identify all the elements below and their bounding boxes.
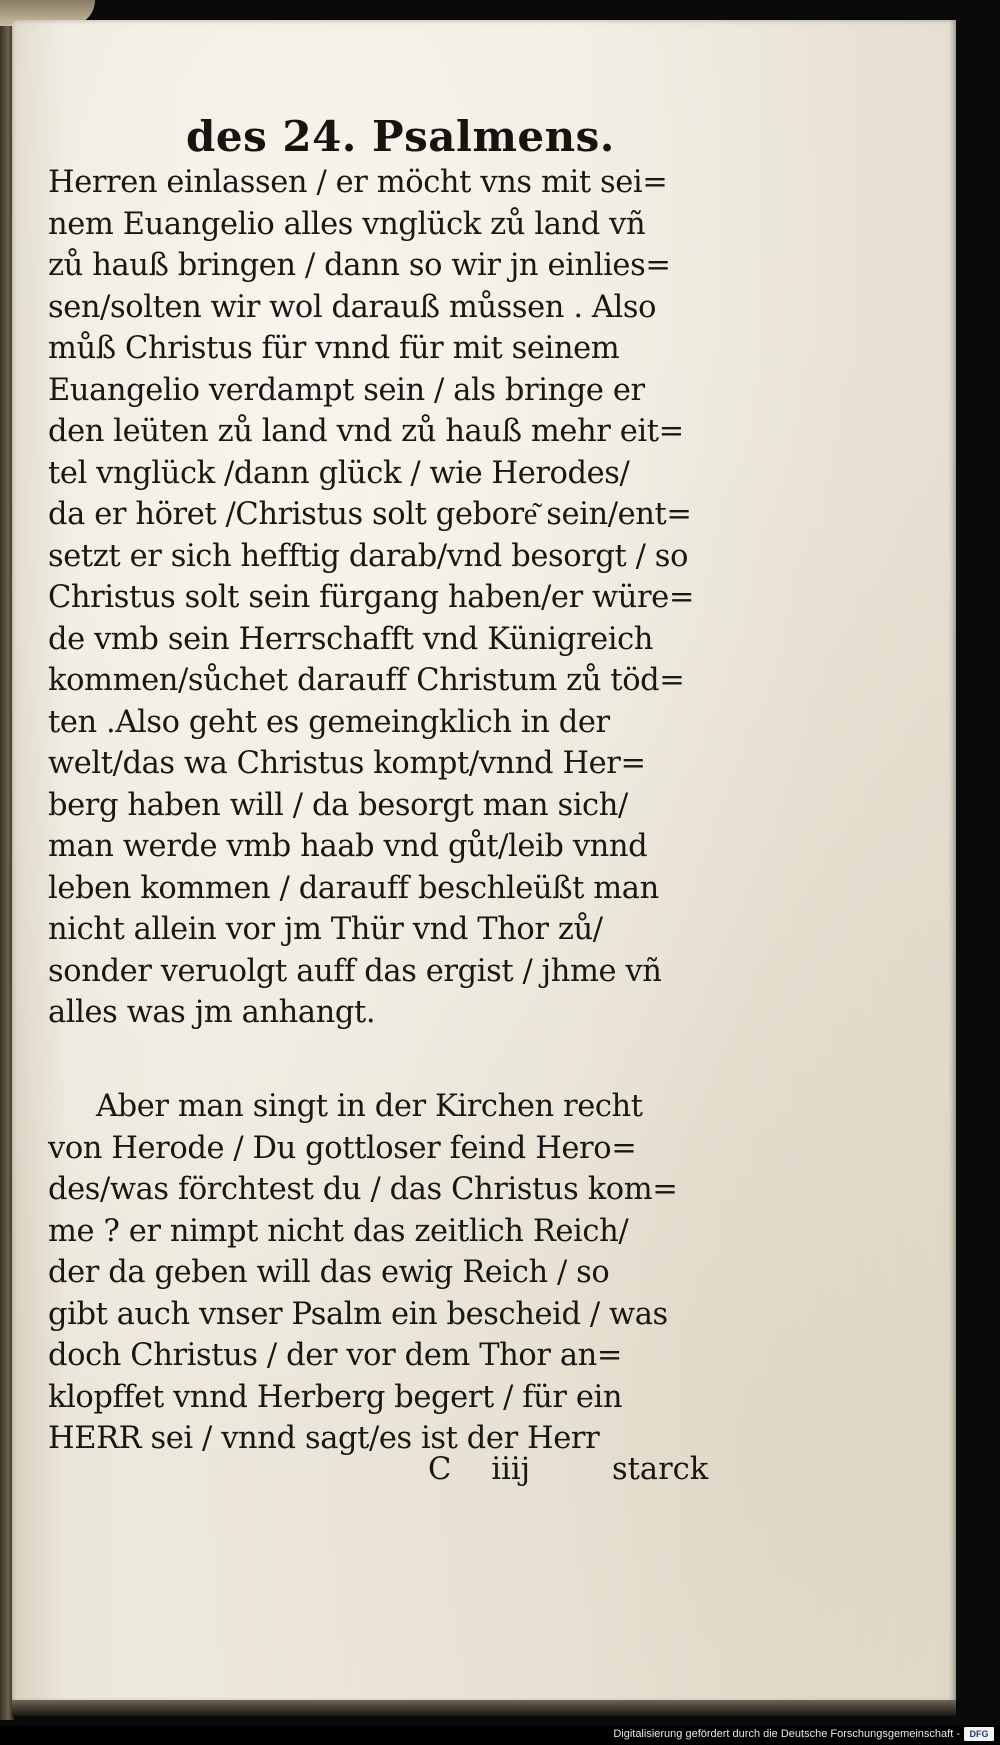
paragraph-1 [48, 162, 698, 1034]
text-line: von Herode / Du gottloser feind Hero= [48, 1130, 637, 1166]
page-bottom-shadow [12, 1700, 956, 1716]
paragraph-2 [48, 1086, 708, 1460]
text-line: HERR sei / vnnd sagt/es ist der Herr [48, 1421, 600, 1456]
text-line: setzt er sich hefftig darab/vnd besorgt / so [48, 538, 689, 574]
text-line: berg haben will / da besorgt man sich/ [48, 787, 628, 823]
text-line: den leüten zů land vnd zů hauß mehr eit= [48, 414, 684, 449]
text-line: Christus solt sein fürgang haben/er würe= [48, 580, 694, 615]
dfg-logo: DFG [964, 1727, 994, 1741]
text-line: nem Euangelio alles vnglück zů land vñ [48, 206, 646, 242]
running-head: des 24. Psalmens. [186, 112, 615, 161]
text-line: gibt auch vnser Psalm ein bescheid / was [48, 1296, 668, 1332]
signature-number: iiij [491, 1452, 531, 1487]
text-line: me ? er nimpt nicht das zeitlich Reich/ [48, 1213, 629, 1249]
text-line: der da geben will das ewig Reich / so [48, 1255, 610, 1290]
text-line: klopffet vnnd Herberg begert / für ein [48, 1379, 623, 1415]
signature-letter: C [428, 1452, 452, 1487]
text-line: alles was jm anhangt. [48, 995, 376, 1030]
text-line: de vmb sein Herrschafft vnd Künigreich [48, 621, 654, 657]
text-line: Euangelio verdampt sein / als bringe er [48, 372, 645, 408]
text-line: nicht allein vor jm Thür vnd Thor zů/ [48, 912, 603, 947]
text-line: da er höret /Christus solt gebore͂ sein/ent= [48, 497, 692, 532]
text-line: Herren einlassen / er möcht vns mit sei= [48, 165, 668, 200]
text-line: můß Christus für vnnd für mit seinem [48, 331, 620, 366]
text-line: doch Christus / der vor dem Thor an= [48, 1338, 623, 1373]
text-line: sonder veruolgt auff das ergist / jhme vñ [48, 953, 662, 989]
text-line: man werde vmb haab vnd gůt/leib vnnd [48, 829, 648, 864]
text-line: tel vnglück /dann glück / wie Herodes/ [48, 455, 630, 491]
text-line: ten .Also geht es gemeingklich in der [48, 704, 610, 740]
text-line: kommen/sůchet darauff Christum zů töd= [48, 663, 685, 698]
catchword: starck [612, 1452, 709, 1487]
text-line: zů hauß bringen / dann so wir jn einlies= [48, 248, 671, 283]
digitization-credit: Digitalisierung gefördert durch die Deutsche Forschungsgemeinschaft - [613, 1728, 960, 1740]
signature-mark [428, 1452, 530, 1487]
text-line: des/was förchtest du / das Christus kom= [48, 1172, 678, 1207]
text-line: leben kommen / darauff beschleüßt man [48, 870, 659, 906]
text-line: sen/solten wir wol darauß můssen . Also [48, 289, 657, 325]
text-line: welt/das wa Christus kompt/vnnd Her= [48, 746, 646, 781]
text-line: Aber man singt in der Kirchen recht [96, 1089, 643, 1124]
